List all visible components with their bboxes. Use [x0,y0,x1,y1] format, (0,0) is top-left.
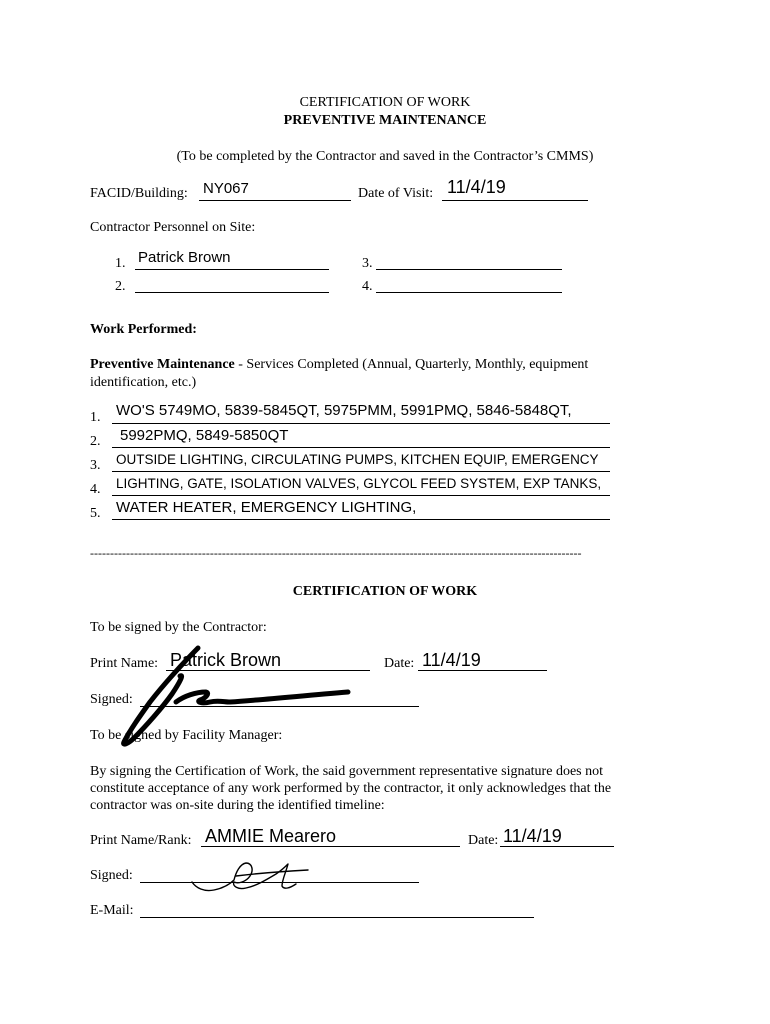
work-text-5[interactable]: WATER HEATER, EMERGENCY LIGHTING, [116,499,417,516]
section-divider: --------------------------------------------------------------------------------------------------------------------------- [90,546,582,560]
work-performed-heading: Work Performed: [90,322,197,337]
facid-label: FACID/Building: [90,186,188,201]
pm-description [90,357,588,373]
contractor-date-label: Date: [384,656,415,671]
pm-bold: Preventive Maintenance [90,357,235,372]
contractor-sign-label: To be signed by the Contractor: [90,620,267,635]
work-line-1 [112,423,610,424]
personnel-name-1[interactable]: Patrick Brown [138,249,231,266]
disclaimer-line-3: contractor was on-site during the identified timeline: [90,798,385,813]
work-num-2: 2. [90,434,101,449]
contractor-date-value[interactable]: 11/4/19 [422,650,481,670]
work-line-4 [112,495,610,496]
document-subtitle: PREVENTIVE MAINTENANCE [283,113,487,128]
print-name-rank-value[interactable]: AMMIE Mearero [205,826,337,846]
work-line-3 [112,471,610,472]
work-text-2[interactable]: 5992PMQ, 5849-5850QT [120,427,289,444]
date-of-visit-label: Date of Visit: [358,186,434,201]
work-num-5: 5. [90,506,101,521]
pm-text: - Services Completed (Annual, Quarterly, Monthly, equipment [234,357,589,372]
instruction-text: (To be completed by the Contractor and saved in the Contractor’s CMMS) [176,149,594,164]
pm-description-2: identification, etc.) [90,375,197,390]
personnel-line-4 [376,292,562,293]
personnel-num-3: 3. [362,256,373,271]
work-line-2 [112,447,610,448]
contractor-signature [110,640,370,750]
date-of-visit-value[interactable]: 11/4/19 [447,177,506,197]
work-num-1: 1. [90,410,101,425]
work-text-3[interactable]: OUTSIDE LIGHTING, CIRCULATING PUMPS, KITCHEN EQUIP, EMERGENCY [116,452,599,467]
email-label: E-Mail: [90,903,134,918]
personnel-line-3 [376,269,562,270]
work-num-3: 3. [90,458,101,473]
contractor-signed-label: Signed: [90,692,133,707]
disclaimer-line-2: constitute acceptance of any work performed by the contractor, it only acknowledges that the [90,781,612,796]
print-name-value[interactable]: Patrick Brown [170,650,282,670]
personnel-num-4: 4. [362,279,373,294]
personnel-label: Contractor Personnel on Site: [90,220,256,235]
certification-heading: CERTIFICATION OF WORK [292,584,478,599]
print-name-rank-label: Print Name/Rank: [90,833,192,848]
facility-manager-signature [190,858,320,898]
date-of-visit-line [442,200,588,201]
work-line-5 [112,519,610,520]
print-name-label: Print Name: [90,656,159,671]
disclaimer-line-1: By signing the Certification of Work, the said government representative signature does not [90,764,603,779]
work-text-1[interactable]: WO'S 5749MO, 5839-5845QT, 5975PMM, 5991PMQ, 5846-5848QT, [116,402,572,419]
personnel-line-1 [135,269,329,270]
personnel-num-2: 2. [115,279,126,294]
facid-value[interactable]: NY067 [203,180,249,197]
email-line [140,917,534,918]
facid-line [199,200,351,201]
work-text-4[interactable]: LIGHTING, GATE, ISOLATION VALVES, GLYCOL FEED SYSTEM, EXP TANKS, [116,476,602,491]
work-num-4: 4. [90,482,101,497]
document-title: CERTIFICATION OF WORK [299,95,471,110]
personnel-line-2 [135,292,329,293]
personnel-num-1: 1. [115,256,126,271]
fm-date-label: Date: [468,833,499,848]
facility-manager-label: To be signed by Facility Manager: [90,728,283,743]
fm-date-value[interactable]: 11/4/19 [503,826,562,846]
fm-signed-label: Signed: [90,868,133,883]
